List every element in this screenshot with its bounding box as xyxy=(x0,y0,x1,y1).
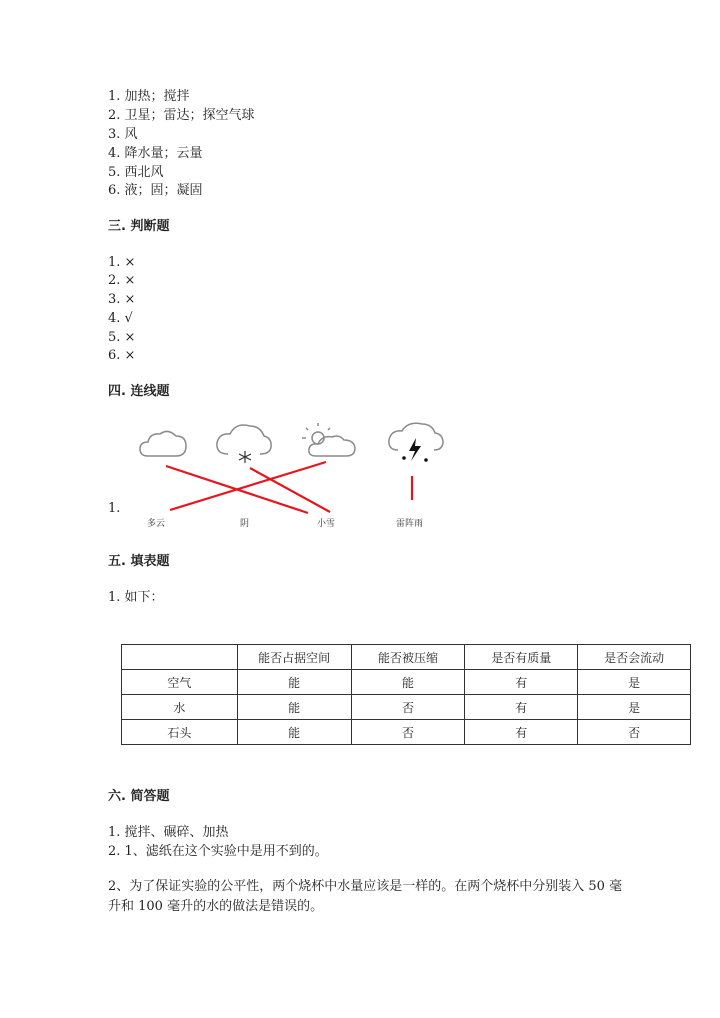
short-answer-line: 2. 1、滤纸在这个实验中是用不到的。 xyxy=(108,844,328,859)
table-header-cell xyxy=(122,645,238,670)
cloud-icon xyxy=(140,431,186,456)
table-header-row xyxy=(122,645,691,670)
matching-number: 1. xyxy=(108,501,121,516)
properties-table xyxy=(121,644,691,745)
short-answer-line: 1. 搅拌、碾碎、加热 xyxy=(108,825,229,840)
match-line xyxy=(170,462,326,510)
table-cell: 能 xyxy=(237,695,351,720)
answer-line: 2. 卫星；雷达；探空气球 xyxy=(108,108,255,123)
judge-item: 5. × xyxy=(108,330,136,345)
section-heading-judge: 三. 判断题 xyxy=(108,219,170,234)
section-heading-short-answer: 六. 简答题 xyxy=(108,789,170,804)
table-cell: 能 xyxy=(351,670,465,695)
section-heading-matching: 四. 连线题 xyxy=(108,384,170,399)
table-header-cell: 是否有质量 xyxy=(465,645,578,670)
table-row xyxy=(122,695,691,720)
judge-item: 2. × xyxy=(108,273,136,288)
table-cell: 否 xyxy=(351,720,465,745)
match-label: 多云 xyxy=(147,519,166,529)
judge-item: 6. × xyxy=(108,348,136,363)
answer-line: 5. 西北风 xyxy=(108,165,164,180)
table-row xyxy=(122,670,691,695)
table-cell: 水 xyxy=(122,695,238,720)
match-label: 阴 xyxy=(240,519,250,529)
match-label: 雷阵雨 xyxy=(396,519,424,529)
match-line xyxy=(250,468,330,512)
section-heading-table: 五. 填表题 xyxy=(108,554,170,569)
short-answer-paragraph: 2、为了保证实验的公平性，两个烧杯中水量应该是一样的。在两个烧杯中分别装入 50 毫升和 100 毫升的水的做法是错误的。 xyxy=(108,879,623,914)
table-cell: 否 xyxy=(351,695,465,720)
table-cell: 能 xyxy=(237,670,351,695)
table-row xyxy=(122,720,691,745)
table-header-cell: 是否会流动 xyxy=(578,645,691,670)
table-cell: 石头 xyxy=(122,720,238,745)
table-cell: 是 xyxy=(578,670,691,695)
judge-item: 4. √ xyxy=(108,311,133,326)
table-cell: 有 xyxy=(465,695,578,720)
answer-line: 3. 风 xyxy=(108,127,138,142)
snow-cloud-icon xyxy=(217,425,271,463)
table-header-cell: 能否被压缩 xyxy=(351,645,465,670)
match-label: 小雪 xyxy=(317,519,336,529)
answer-line: 4. 降水量；云量 xyxy=(108,146,203,161)
answer-line: 6. 液；固；凝固 xyxy=(108,183,203,198)
table-cell: 否 xyxy=(578,720,691,745)
table-cell: 有 xyxy=(465,670,578,695)
judge-item: 1. × xyxy=(108,255,136,270)
table-header-cell: 能否占据空间 xyxy=(237,645,351,670)
thunderstorm-icon xyxy=(389,423,443,461)
judge-item: 3. × xyxy=(108,292,136,307)
table-cell: 空气 xyxy=(122,670,238,695)
table-cell: 是 xyxy=(578,695,691,720)
partly-sunny-icon xyxy=(302,423,355,456)
answer-line: 1. 加热；搅拌 xyxy=(108,89,190,104)
table-intro: 1. 如下： xyxy=(108,590,164,605)
table-cell: 有 xyxy=(465,720,578,745)
table-cell: 能 xyxy=(237,720,351,745)
